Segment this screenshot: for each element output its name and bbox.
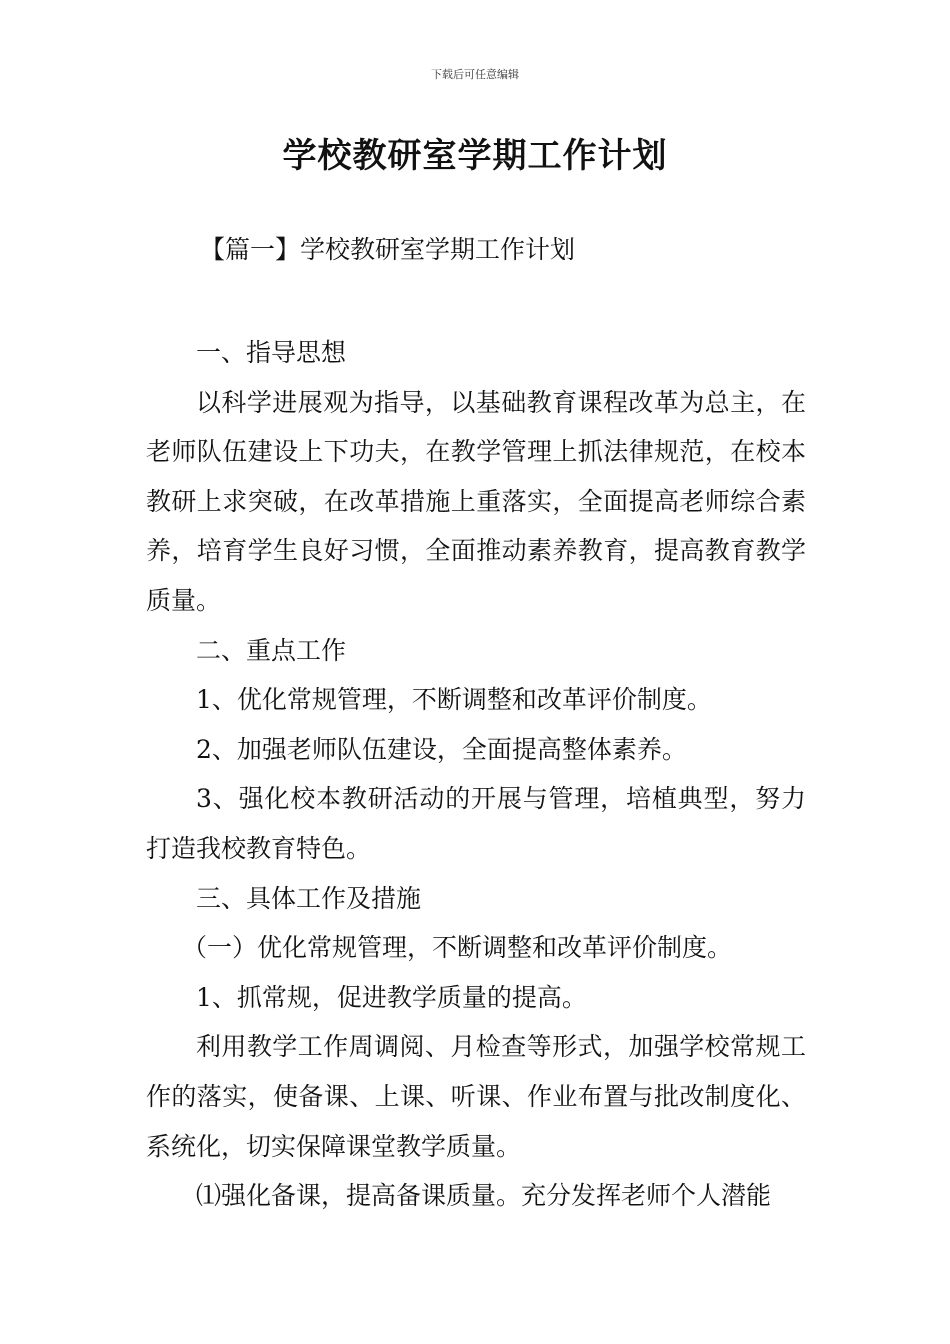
paragraph-lesson-preparation: ⑴强化备课，提高备课质量。充分发挥老师个人潜能 xyxy=(196,1181,772,1211)
heading-specific-measures: 三、具体工作及措施 xyxy=(196,883,422,913)
heading-key-work: 二、重点工作 xyxy=(196,635,347,665)
key-work-item-1: 1、优化常规管理，不断调整和改革评价制度。 xyxy=(196,685,712,715)
heading-guiding-ideology: 一、指导思想 xyxy=(196,338,347,367)
header-note: 下载后可任意编辑 xyxy=(431,68,519,81)
key-work-item-3: 3、强化校本教研活动的开展与管理，培植典型，努力打造我校教育特色。 xyxy=(146,784,806,863)
measure-item-1: 1、抓常规，促进教学质量的提高。 xyxy=(196,982,587,1012)
document-body xyxy=(146,328,806,1221)
key-work-item-2: 2、加强老师队伍建设，全面提高整体素养。 xyxy=(196,734,687,764)
paragraph-routine-checks: 利用教学工作周调阅、月检查等形式，加强学校常规工作的落实，使备课、上课、听课、作业布置与批改制度化、系统化，切实保障课堂教学质量。 xyxy=(146,1032,806,1161)
paragraph-guiding-ideology: 以科学进展观为指导，以基础教育课程改革为总主，在老师队伍建设上下功夫，在教学管理上抓法律规范，在校本教研上求突破，在改革措施上重落实，全面提高老师综合素养，培育学生良好习惯，全面推动素养教育，提高教育教学质量。 xyxy=(146,387,806,615)
section-heading: 【篇一】学校教研室学期工作计划 xyxy=(200,235,576,264)
document-title: 学校教研室学期工作计划 xyxy=(282,136,668,176)
subheading-routine-management: （一）优化常规管理，不断调整和改革评价制度。 xyxy=(182,933,733,963)
